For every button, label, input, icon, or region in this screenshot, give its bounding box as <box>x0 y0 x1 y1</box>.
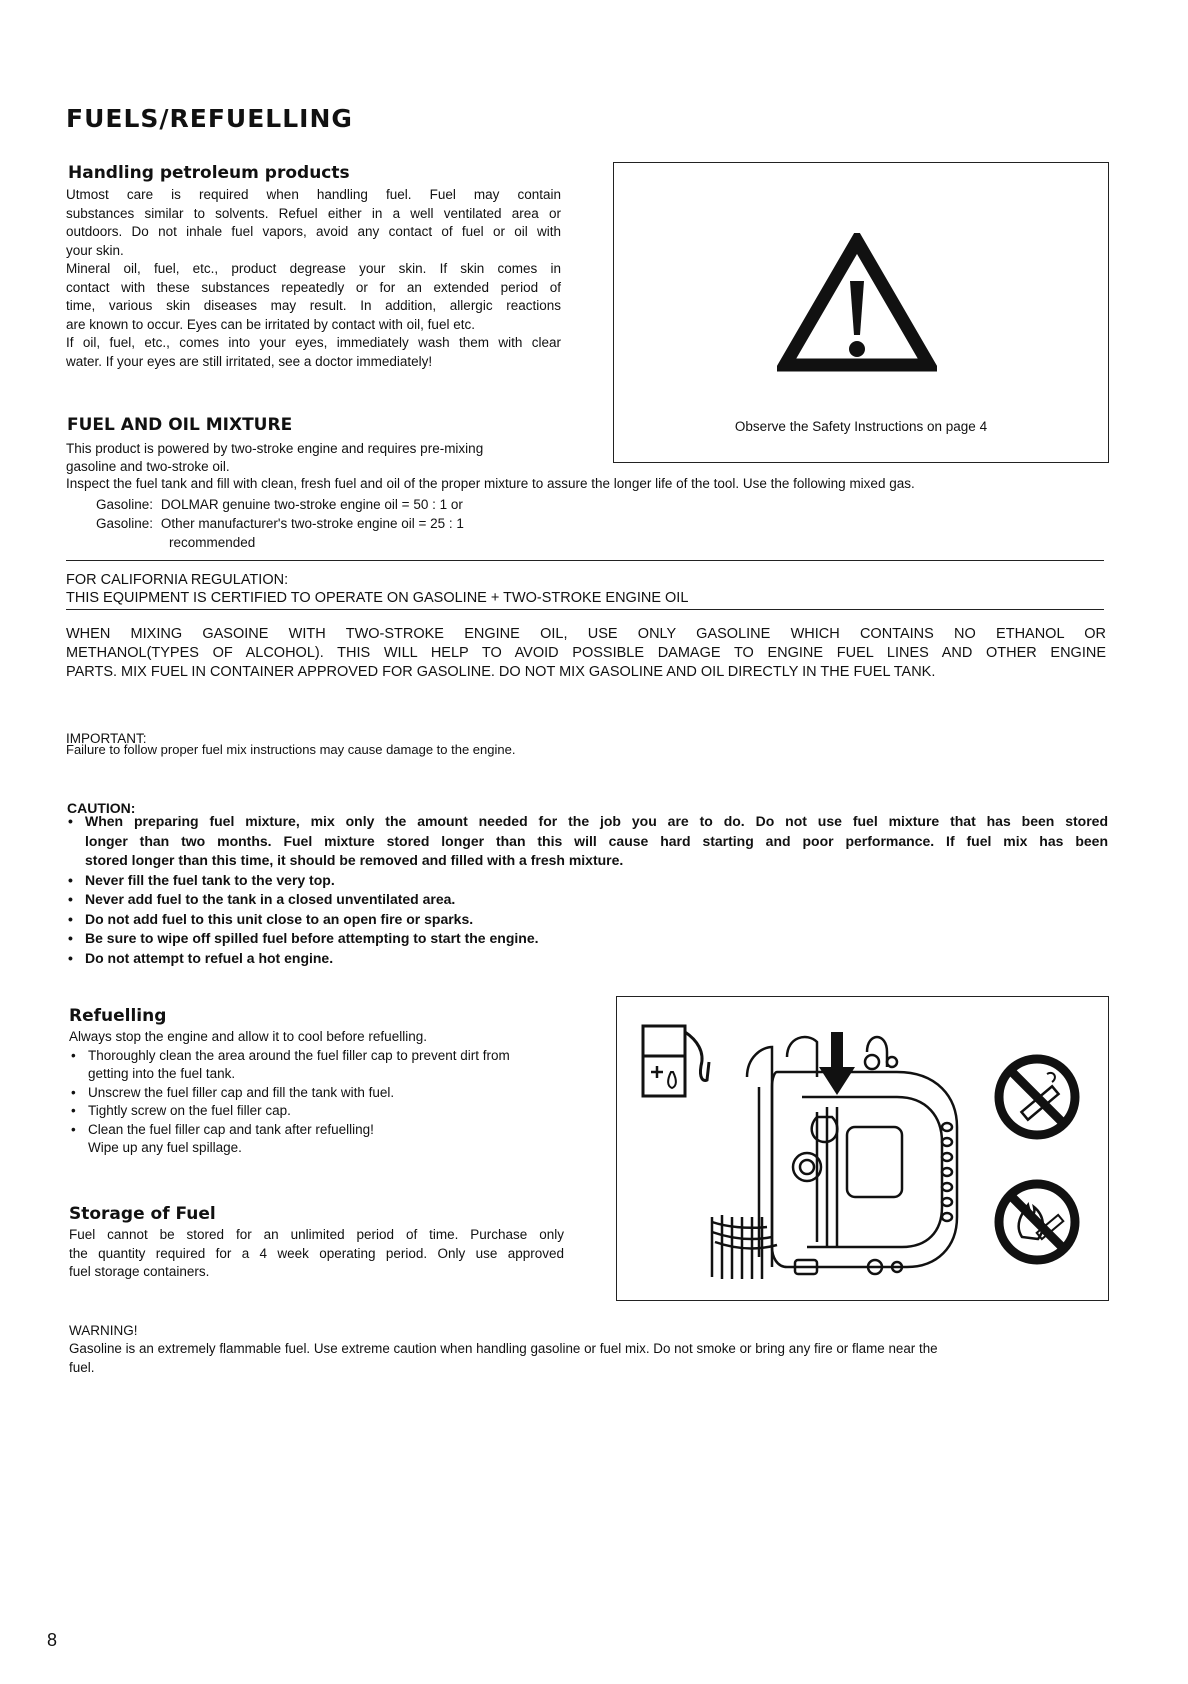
text-line: Always stop the engine and allow it to cool before refuelling. <box>69 1029 427 1044</box>
list-item: • Never add fuel to the tank in a closed unventilated area. <box>66 890 1108 910</box>
text-line: getting into the fuel tank. <box>88 1066 236 1081</box>
storage-text <box>69 1226 564 1282</box>
text-line: PARTS. MIX FUEL IN CONTAINER APPROVED FOR GASOLINE. DO NOT MIX GASOLINE AND OIL DIRECTLY IN THE FUEL TANK. <box>66 664 936 680</box>
safety-caption: Observe the Safety Instructions on page 4 <box>734 419 988 434</box>
storage-heading: Storage of Fuel <box>69 1204 216 1224</box>
text-line: contact with these substances repeatedly or for an extended period of <box>66 279 561 295</box>
warning-label: WARNING! <box>69 1323 138 1338</box>
text-line: longer than two months. Fuel mixture stored longer than this will cause hard starting and poor performance. If fuel mix has been <box>85 832 1108 849</box>
no-open-flame-icon <box>992 1177 1082 1267</box>
text-line: stored longer than this time, it should be removed and filled with a fresh mixture. <box>85 852 624 868</box>
mixture-label: Gasoline: <box>96 516 154 531</box>
list-item: • Do not add fuel to this unit close to an open fire or sparks. <box>66 910 1108 930</box>
list-item: • Unscrew the fuel filler cap and fill the tank with fuel. <box>69 1084 569 1103</box>
mixture-value: DOLMAR genuine two-stroke engine oil = 50 : 1 or <box>160 497 463 512</box>
caution-label: CAUTION: <box>67 800 136 816</box>
list-item: • Be sure to wipe off spilled fuel before attempting to start the engine. <box>66 929 1108 949</box>
no-smoking-icon <box>992 1052 1082 1142</box>
mixture-line1: This product is powered by two-stroke engine and requires pre-mixing <box>66 441 484 456</box>
text-line: Wipe up any fuel spillage. <box>88 1140 242 1155</box>
warning-triangle-icon <box>777 233 937 373</box>
warning-text: Gasoline is an extremely flammable fuel. Use extreme caution when handling gasoline or fuel mix. Do not smoke or bring any fire or flame near the <box>69 1341 938 1356</box>
refuelling-heading: Refuelling <box>69 1006 167 1026</box>
california-line1: FOR CALIFORNIA REGULATION: <box>66 572 289 588</box>
refuelling-illustration-box <box>616 996 1109 1301</box>
text-line: • When preparing fuel mixture, mix only the amount needed for the job you are to do. Do not use fuel mixture that has been stored <box>85 813 1108 829</box>
list-item: • Tightly screw on the fuel filler cap. <box>69 1102 569 1121</box>
divider <box>66 560 1104 561</box>
mixture-value: Other manufacturer's two-stroke engine oil = 25 : 1 <box>160 516 464 531</box>
page-title: FUELS/REFUELLING <box>66 104 353 133</box>
text-line: Utmost care is required when handling fuel. Fuel may contain <box>66 187 561 202</box>
page-number: 8 <box>47 1630 58 1650</box>
mixture-line3: Inspect the fuel tank and fill with clean, fresh fuel and oil of the proper mixture to assure the longer life of the tool. Use the following mixed gas. <box>66 476 915 491</box>
warning-text-cont: fuel. <box>69 1360 95 1375</box>
text-line: Fuel cannot be stored for an unlimited period of time. Purchase only <box>69 1227 564 1242</box>
handling-text <box>66 186 561 371</box>
text-line: • Clean the fuel filler cap and tank after refuelling! <box>88 1121 374 1137</box>
list-item: • Never fill the fuel tank to the very top. <box>66 871 1108 891</box>
mixture-recommended: recommended <box>169 535 256 550</box>
divider <box>66 609 1104 610</box>
important-label: IMPORTANT: <box>66 731 147 746</box>
handling-heading: Handling petroleum products <box>68 163 350 183</box>
list-item <box>69 1047 569 1084</box>
list-item <box>66 812 1108 871</box>
mixture-label: Gasoline: <box>96 497 154 512</box>
text-line: WHEN MIXING GASOINE WITH TWO-STROKE ENGINE OIL, USE ONLY GASOLINE WHICH CONTAINS NO ETHANOL OR <box>66 626 1106 642</box>
text-line: fuel storage containers. <box>69 1264 210 1279</box>
text-line: the quantity required for a 4 week operating period. Only use approved <box>69 1245 564 1261</box>
list-item: • Do not attempt to refuel a hot engine. <box>66 949 1108 969</box>
mixture-heading: FUEL AND OIL MIXTURE <box>67 415 293 435</box>
text-line: METHANOL(TYPES OF ALCOHOL). THIS WILL HELP TO AVOID POSSIBLE DAMAGE TO ENGINE FUEL LINES AND OTHER ENGINE <box>66 645 1106 661</box>
text-line: time, various skin diseases may result. In addition, allergic reactions <box>66 298 561 313</box>
caution-list <box>66 812 1108 968</box>
safety-instructions-box <box>613 162 1109 463</box>
mixture-line2: gasoline and two-stroke oil. <box>66 459 230 474</box>
mixing-notice <box>66 625 1106 682</box>
text-line: your skin. <box>66 242 124 258</box>
refuelling-text <box>69 1028 569 1158</box>
important-text: Failure to follow proper fuel mix instructions may cause damage to the engine. <box>66 742 516 757</box>
text-line: If oil, fuel, etc., comes into your eyes, immediately wash them with clear <box>66 335 561 350</box>
text-line: • Thoroughly clean the area around the fuel filler cap to prevent dirt from <box>88 1047 510 1063</box>
text-line: outdoors. Do not inhale fuel vapors, avoid any contact of fuel or oil with <box>66 224 561 239</box>
mixture-row <box>96 496 463 515</box>
california-line2: THIS EQUIPMENT IS CERTIFIED TO OPERATE ON GASOLINE + TWO-STROKE ENGINE OIL <box>66 590 689 606</box>
text-line: Mineral oil, fuel, etc., product degrease your skin. If skin comes in <box>66 261 561 276</box>
list-item <box>69 1121 569 1158</box>
mixture-row <box>96 515 464 534</box>
engine-fuel-tank-icon <box>707 1017 967 1287</box>
text-line: substances similar to solvents. Refuel either in a well ventilated area or <box>66 205 561 221</box>
text-line: are known to occur. Eyes can be irritated by contact with oil, fuel etc. <box>66 316 475 332</box>
text-line: water. If your eyes are still irritated, see a doctor immediately! <box>66 353 433 369</box>
